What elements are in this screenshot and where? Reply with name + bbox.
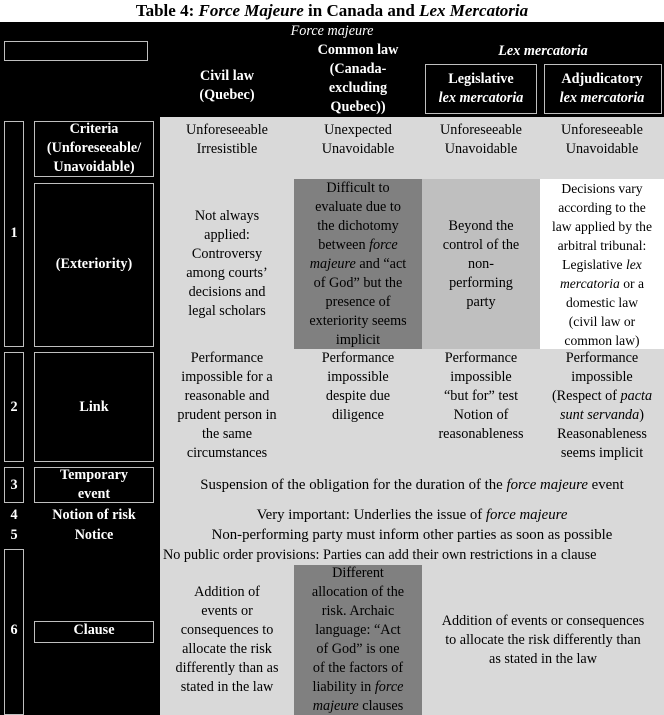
exteriority-legislative xyxy=(422,179,540,349)
header-adjudicatory-text: Adjudicatory xyxy=(561,71,643,87)
temporary-text-1: Suspension of the obligation for the duration of the xyxy=(200,476,507,493)
header-civil-law xyxy=(160,41,294,117)
link-legislative-text: Performance impossible “but for” test Notion of reasonableness xyxy=(438,350,524,442)
criteria-legislative xyxy=(422,117,540,179)
header-adjudicatory-sub: lex mercatoria xyxy=(559,90,645,106)
clause-common-wrap xyxy=(312,565,404,715)
exteriority-adjudicatory-2: or a domestic law (civil law or common law) xyxy=(564,275,645,348)
header-force-majeure xyxy=(0,22,664,41)
temporary-text-italic: force majeure xyxy=(506,476,588,493)
row-2-number-box xyxy=(4,352,24,462)
header-civil-law-text: Civil law (Quebec) xyxy=(199,68,255,103)
clause-common-1: Different allocation of the risk. Archaic language: “Act of God” is one of the factors of liability in xyxy=(311,565,405,695)
criteria-label-box xyxy=(34,121,154,177)
criteria-adjudicatory-text: Unforeseeable Unavoidable xyxy=(561,122,643,157)
notice-label-text: Notice xyxy=(74,526,114,543)
link-adjudicatory-2: ) Reasonableness seems implicit xyxy=(557,407,647,461)
row-3-number-box xyxy=(4,467,24,503)
notice-label xyxy=(28,525,160,545)
clause-civil-text: Addition of events or consequences to allocate the risk differently than as stated in the law xyxy=(175,584,279,695)
header-adjudicatory-box xyxy=(544,64,662,114)
title-italic-force-majeure: Force Majeure xyxy=(198,1,304,20)
header-force-majeure-text: Force majeure xyxy=(290,23,374,39)
clause-lex-mercatoria-text: Addition of events or consequences to allocate the risk differently than as stated in the law xyxy=(441,612,645,667)
clause-civil xyxy=(160,565,294,715)
link-civil-text: Performance impossible for a reasonable and prudent person in the same circumstances xyxy=(177,350,277,461)
clause-label-text: Clause xyxy=(73,621,115,638)
risk-label xyxy=(28,505,160,525)
header-lex-mercatoria xyxy=(422,41,664,61)
row-4-number xyxy=(0,505,28,525)
criteria-civil-text: Unforeseeable Irresistible xyxy=(186,122,268,157)
exteriority-civil-text: Not always applied: Controversy among courts’ decisions and legal scholars xyxy=(186,208,268,319)
exteriority-common xyxy=(294,179,422,349)
row-6-number-box xyxy=(4,549,24,715)
risk-text-italic: force majeure xyxy=(485,506,568,523)
row-5-number-text: 5 xyxy=(10,526,18,543)
clause-common-2: clauses xyxy=(358,698,404,714)
criteria-adjudicatory xyxy=(540,117,664,179)
row-4-number-text: 4 xyxy=(10,506,18,523)
link-label-box xyxy=(34,352,154,462)
exteriority-common-1: Difficult to evaluate due to the dichotomy between xyxy=(315,179,401,253)
exteriority-common-wrap xyxy=(309,179,406,349)
exteriority-civil xyxy=(160,179,294,349)
risk-text-wrap xyxy=(257,506,568,525)
criteria-common-text: Unexpected Unavoidable xyxy=(321,122,395,157)
link-civil xyxy=(160,349,294,465)
header-lex-mercatoria-text: Lex mercatoria xyxy=(498,42,588,59)
temporary-text-wrap xyxy=(200,476,623,495)
temporary-text-2: event xyxy=(587,476,624,493)
risk-label-text: Notion of risk xyxy=(52,506,136,523)
public-order-text xyxy=(160,545,664,565)
exteriority-adjudicatory-1: Decisions vary according to the law applied by the arbitral tribunal: Legislative xyxy=(551,180,653,272)
exteriority-common-italic: force majeure xyxy=(309,236,398,272)
criteria-civil xyxy=(160,117,294,179)
exteriority-adjudicatory-italic: lex mercatoria xyxy=(559,256,642,291)
clause-common xyxy=(294,565,422,715)
exteriority-adjudicatory xyxy=(540,179,664,349)
header-legislative-sub: lex mercatoria xyxy=(438,90,524,106)
title-italic-lex-mercatoria: Lex Mercatoria xyxy=(419,1,529,20)
header-legislative-text: Legislative xyxy=(448,71,514,87)
link-common xyxy=(294,349,422,465)
link-adjudicatory-1: Performance impossible (Respect of xyxy=(551,350,639,404)
table-title xyxy=(0,0,664,22)
link-adjudicatory xyxy=(540,349,664,465)
row-1-number-text: 1 xyxy=(10,224,18,241)
criteria-common xyxy=(294,117,422,179)
exteriority-label-text: (Exteriority) xyxy=(55,255,133,272)
link-common-text: Performance impossible despite due diligence xyxy=(321,350,395,423)
row-1-number-box xyxy=(4,121,24,347)
exteriority-adjudicatory-wrap xyxy=(552,179,652,349)
clause-label-box xyxy=(34,621,154,643)
header-corner-box xyxy=(4,41,148,61)
risk-text xyxy=(160,505,664,525)
clause-lex-mercatoria xyxy=(422,565,664,715)
row-2-number-text: 2 xyxy=(10,398,18,415)
title-prefix: Table 4: xyxy=(135,1,199,20)
link-legislative xyxy=(422,349,540,465)
temporary-label-text: Temporary event xyxy=(59,467,129,502)
exteriority-common-2: and “act of God” but the presence of exteriority seems implicit xyxy=(309,255,407,348)
row-3-number-text: 3 xyxy=(10,476,18,493)
link-adjudicatory-wrap xyxy=(552,349,652,463)
notice-text-content: Non-performing party must inform other parties as soon as possible xyxy=(211,526,613,543)
temporary-label-box xyxy=(34,467,154,503)
criteria-legislative-text: Unforeseeable Unavoidable xyxy=(440,122,522,157)
temporary-text xyxy=(160,465,664,505)
clause-common-italic: force majeure xyxy=(312,679,404,714)
header-common-law xyxy=(294,41,422,117)
header-common-law-text: Common law (Canada- excluding Quebec)) xyxy=(317,42,399,115)
header-legislative-box xyxy=(425,64,537,114)
exteriority-legislative-text: Beyond the control of the non- performing party xyxy=(442,217,520,310)
title-mid: in Canada and xyxy=(303,1,420,20)
row-5-number xyxy=(0,525,28,545)
risk-text-1: Very important: Underlies the issue of xyxy=(256,506,486,523)
row-6-number-text: 6 xyxy=(10,621,18,638)
link-adjudicatory-italic: pacta sunt servanda xyxy=(560,388,653,423)
link-label-text: Link xyxy=(79,398,109,415)
public-order-text-content: No public order provisions: Parties can add their own restrictions in a clause xyxy=(163,546,597,563)
notice-text xyxy=(160,525,664,545)
exteriority-label-box xyxy=(34,183,154,347)
criteria-label-text: Criteria (Unforeseeable/ Unavoidable) xyxy=(46,120,142,175)
